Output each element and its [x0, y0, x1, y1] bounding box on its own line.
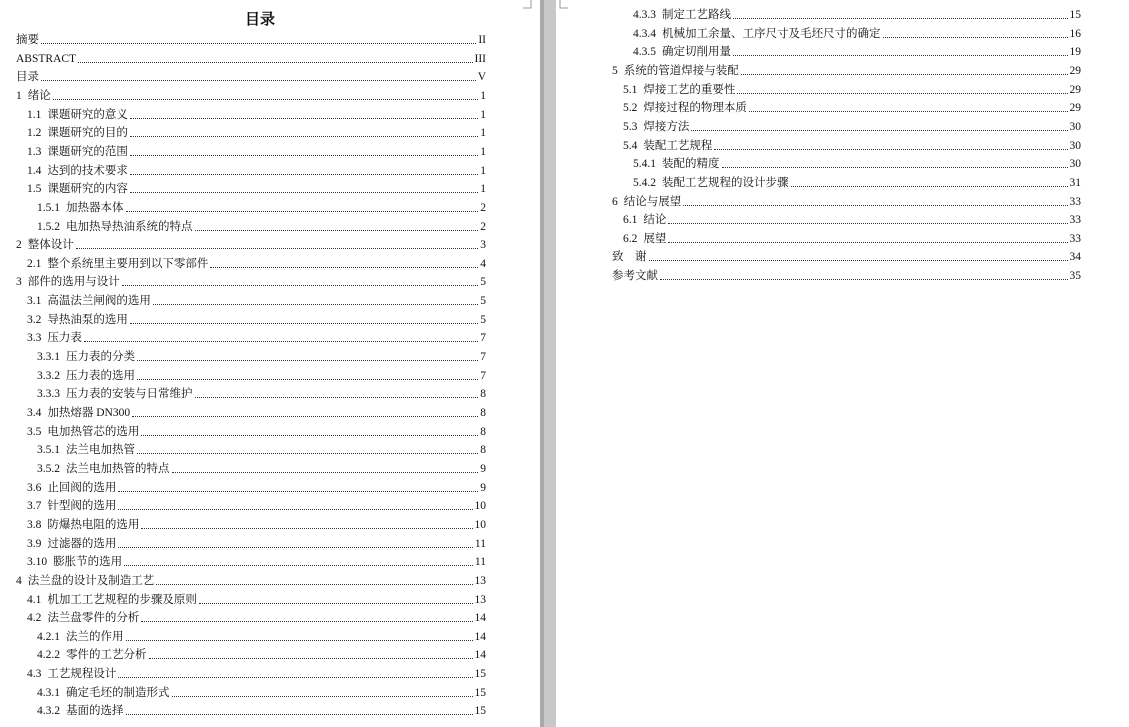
toc-entry-number: 3.5.1	[37, 444, 60, 457]
toc-entry-page-number: 10	[474, 518, 486, 531]
toc-entry-title: 加热器本体	[66, 201, 124, 214]
toc-dot-leader	[733, 18, 1068, 19]
toc-entry-number: 4.3.4	[633, 27, 656, 40]
toc-entry-title: 工艺规程设计	[47, 668, 117, 681]
toc-entry-page-number: 10	[474, 500, 486, 513]
toc-dot-leader	[130, 192, 478, 193]
toc-dot-leader	[749, 111, 1068, 112]
toc-dot-leader	[141, 621, 472, 622]
toc-entry-title: 法兰盘的设计及制造工艺	[27, 574, 155, 587]
toc-dot-leader	[130, 136, 478, 137]
toc-entry-title: 绪论	[27, 89, 51, 102]
toc-entry-number: 5	[612, 64, 618, 77]
toc-entry-title: 系统的管道焊接与装配	[623, 64, 739, 77]
toc-entry-page-number: II	[478, 34, 486, 46]
toc-entry[interactable]	[27, 330, 486, 346]
toc-entry-number: 4.2.2	[37, 649, 60, 662]
toc-entry[interactable]	[16, 51, 486, 67]
toc-title: 目录	[244, 10, 275, 28]
toc-entry-number: 5.3	[623, 120, 638, 133]
toc-entry-page-number: 11	[474, 556, 486, 569]
toc-dot-leader	[137, 379, 478, 380]
toc-entry-page-number: 14	[474, 612, 486, 625]
toc-dot-leader	[737, 93, 1067, 94]
toc-entry-title: 部件的选用与设计	[27, 276, 120, 289]
toc-entry[interactable]	[27, 592, 486, 608]
toc-entry[interactable]	[37, 200, 486, 216]
toc-entry-page-number: 33	[1069, 214, 1081, 227]
toc-entry-number: 3.5.2	[37, 462, 60, 475]
toc-entry-page-number: 9	[480, 462, 486, 475]
toc-dot-leader	[668, 223, 1067, 224]
toc-entry-page-number: 9	[480, 481, 486, 494]
toc-entry-title: 致 谢	[612, 251, 647, 264]
toc-entry[interactable]	[27, 424, 486, 440]
toc-entry-title: 导热油泵的选用	[47, 313, 128, 326]
toc-entry[interactable]	[16, 69, 486, 85]
toc-dot-leader	[791, 186, 1068, 187]
toc-entry-page-number: 30	[1069, 139, 1081, 152]
toc-entry-number: 2	[16, 239, 22, 252]
toc-entry-page-number: 1	[480, 183, 486, 196]
toc-entry-page-number: 4	[480, 257, 486, 270]
toc-entry-page-number: 2	[480, 220, 486, 233]
toc-entry[interactable]	[27, 181, 486, 197]
toc-dot-leader	[172, 696, 473, 697]
toc-entry-number: 1.5.2	[37, 220, 60, 233]
toc-entry-title: 压力表的选用	[66, 369, 135, 382]
toc-dot-leader	[149, 658, 473, 659]
document-page-left	[0, 0, 540, 727]
toc-entry-page-number: 1	[480, 164, 486, 177]
toc-entry-number: 3.6	[27, 481, 42, 494]
toc-entry[interactable]	[27, 312, 486, 328]
toc-entry-page-number: 29	[1069, 64, 1081, 77]
toc-entry-title: 目录	[16, 71, 39, 84]
toc-dot-leader	[649, 260, 1068, 261]
toc-dot-leader	[118, 491, 478, 492]
toc-entry-title: 压力表	[47, 332, 82, 345]
toc-entry-page-number: 33	[1069, 232, 1081, 245]
toc-entry-number: 4.3	[27, 668, 42, 681]
toc-dot-leader	[126, 211, 479, 212]
toc-entry-page-number: 15	[474, 668, 486, 681]
toc-entry-number: 3.4	[27, 407, 42, 419]
toc-dot-leader	[126, 714, 473, 715]
toc-entry-title: ABSTRACT	[16, 52, 77, 65]
page-gap	[540, 0, 556, 727]
toc-entry-page-number: 11	[474, 537, 486, 550]
toc-entry[interactable]	[37, 685, 486, 701]
toc-entry-title: 高温法兰闸阀的选用	[47, 295, 151, 308]
toc-entry-number: 3.3.2	[37, 369, 60, 382]
toc-entry-page-number: 7	[480, 369, 486, 382]
toc-entry-title: 展望	[643, 232, 667, 245]
toc-dot-leader	[660, 279, 1068, 280]
toc-entry-title: 焊接工艺的重要性	[643, 83, 736, 96]
toc-entry-title: 课题研究的目的	[47, 127, 128, 140]
toc-entry-number: 3	[16, 276, 22, 289]
toc-dot-leader	[883, 37, 1068, 38]
toc-dot-leader	[668, 242, 1067, 243]
toc-entry-number: 1.5.1	[37, 201, 60, 214]
toc-dot-leader	[78, 62, 472, 63]
toc-entry[interactable]	[37, 629, 486, 645]
toc-entry[interactable]	[612, 63, 1081, 79]
toc-entry-title: 过滤器的选用	[47, 537, 117, 550]
toc-entry-number: 4.1	[27, 593, 42, 606]
toc-entry[interactable]	[27, 517, 486, 533]
toc-entry[interactable]	[27, 144, 486, 160]
toc-entry[interactable]	[37, 647, 486, 663]
toc-entry-title: 确定毛坯的制造形式	[66, 686, 170, 699]
toc-entry-page-number: 15	[474, 686, 486, 699]
toc-entry-page-number: 19	[1069, 46, 1081, 59]
toc-entry-page-number: 7	[480, 332, 486, 345]
toc-dot-leader	[691, 130, 1067, 131]
toc-entry[interactable]	[623, 82, 1081, 98]
toc-entry-title: 电加热管芯的选用	[47, 425, 140, 438]
toc-entry-page-number: 30	[1069, 120, 1081, 133]
toc-entry-number: 1.3	[27, 145, 42, 158]
toc-entry-page-number: 13	[474, 593, 486, 606]
page-corner-mark	[554, 0, 568, 14]
toc-dot-leader	[84, 341, 478, 342]
toc-entry-title: 结论与展望	[623, 195, 682, 208]
toc-entry[interactable]	[612, 194, 1081, 210]
toc-dot-leader	[41, 43, 476, 44]
toc-entry[interactable]	[37, 386, 486, 402]
toc-entry-title: 焊接方法	[643, 120, 690, 133]
toc-entry-page-number: 13	[474, 574, 486, 587]
toc-dot-leader	[195, 230, 479, 231]
toc-entry-page-number: 31	[1069, 176, 1081, 189]
toc-entry-number: 5.2	[623, 102, 638, 115]
toc-entry-number: 1.5	[27, 183, 42, 196]
toc-dot-leader	[714, 149, 1067, 150]
toc-entry-title: 防爆热电阻的选用	[47, 518, 140, 531]
toc-entry-page-number: 1	[480, 145, 486, 158]
toc-entry-page-number: 8	[480, 444, 486, 457]
toc-entry-page-number: 29	[1069, 83, 1081, 96]
toc-entry-number: 5.4.2	[633, 176, 656, 189]
toc-entry-title: 止回阀的选用	[47, 481, 117, 494]
toc-entry-title: 制定工艺路线	[662, 9, 731, 21]
toc-dot-leader	[141, 435, 478, 436]
toc-entry-title: 压力表的分类	[66, 351, 135, 364]
toc-entry-number: 2.1	[27, 257, 42, 270]
toc-entry[interactable]	[16, 88, 486, 104]
toc-entry-page-number: 5	[480, 295, 486, 308]
toc-entry-number: 4	[16, 574, 22, 587]
toc-entry-title: 达到的技术要求	[47, 164, 128, 177]
toc-dot-leader	[132, 416, 478, 417]
toc-entry-page-number: 35	[1069, 270, 1081, 283]
toc-dot-leader	[137, 360, 478, 361]
toc-dot-leader	[124, 565, 473, 566]
toc-entry-title: 加热熔器 DN300	[47, 407, 131, 419]
toc-entry[interactable]	[37, 703, 486, 719]
toc-entry-title: 装配工艺规程	[643, 139, 713, 152]
toc-entry-number: 5.4	[623, 139, 638, 152]
toc-entry-number: 4.2	[27, 612, 42, 625]
toc-dot-leader	[130, 118, 478, 119]
toc-entry-title: 焊接过程的物理本质	[643, 102, 747, 115]
toc-entry-number: 6	[612, 195, 618, 208]
toc-dot-leader	[172, 472, 479, 473]
toc-dot-leader	[122, 285, 479, 286]
toc-entry[interactable]	[27, 125, 486, 141]
toc-dot-leader	[683, 205, 1067, 206]
toc-entry-title: 结论	[643, 214, 667, 227]
toc-entry-number: 6.1	[623, 214, 638, 227]
toc-entry[interactable]	[27, 554, 486, 570]
toc-dot-leader	[141, 528, 472, 529]
toc-dot-leader	[76, 248, 479, 249]
toc-entry-title: 法兰盘零件的分析	[47, 612, 140, 625]
toc-entry[interactable]	[633, 26, 1081, 42]
toc-entry-page-number: 1	[480, 89, 486, 102]
toc-dot-leader	[741, 74, 1068, 75]
toc-entry-page-number: V	[477, 71, 486, 84]
toc-entry-number: 4.3.2	[37, 705, 60, 718]
document-page-right	[556, 0, 1129, 727]
toc-entry-number: 3.5	[27, 425, 42, 438]
toc-entry-title: 整体设计	[27, 239, 74, 252]
toc-entry-number: 1	[16, 89, 22, 102]
toc-entry-number: 1.4	[27, 164, 42, 177]
toc-entry[interactable]	[633, 156, 1081, 172]
toc-entry-number: 3.3.3	[37, 388, 60, 401]
toc-dot-leader	[722, 167, 1068, 168]
toc-entry[interactable]	[16, 274, 486, 290]
toc-dot-leader	[199, 603, 473, 604]
toc-entry-page-number: 3	[480, 239, 486, 252]
toc-entry[interactable]	[27, 536, 486, 552]
toc-dot-leader	[733, 55, 1068, 56]
toc-entry-number: 4.2.1	[37, 630, 60, 643]
toc-entry-title: 膨胀节的选用	[53, 556, 123, 569]
toc-entry[interactable]	[16, 237, 486, 253]
toc-entry-page-number: III	[474, 52, 486, 65]
toc-entry[interactable]	[27, 405, 486, 421]
toc-entry-number: 1.1	[27, 108, 42, 121]
toc-entry-title: 装配工艺规程的设计步骤	[662, 176, 789, 189]
toc-entry-title: 压力表的安装与日常维护	[66, 388, 193, 401]
toc-entry[interactable]	[27, 666, 486, 682]
toc-entry-page-number: 15	[474, 705, 486, 718]
toc-entry-title: 整个系统里主要用到以下零部件	[47, 257, 209, 270]
toc-entry[interactable]	[37, 368, 486, 384]
toc-dot-leader	[53, 99, 479, 100]
toc-dot-leader	[153, 304, 478, 305]
toc-entry-number: 3.2	[27, 313, 42, 326]
toc-entry-title: 装配的精度	[662, 158, 720, 171]
toc-entry-number: 1.2	[27, 127, 42, 140]
toc-entry[interactable]	[27, 293, 486, 309]
toc-entry[interactable]	[623, 138, 1081, 154]
toc-entry-title: 参考文献	[612, 270, 658, 283]
toc-entry-page-number: 33	[1069, 195, 1081, 208]
toc-entry-title: 摘要	[16, 34, 39, 46]
toc-entry-page-number: 16	[1069, 27, 1081, 40]
toc-entry[interactable]	[27, 163, 486, 179]
toc-entry[interactable]	[27, 480, 486, 496]
toc-entry-title: 确定切削用量	[662, 46, 731, 59]
toc-entry-page-number: 8	[480, 407, 486, 419]
toc-entry-page-number: 14	[474, 649, 486, 662]
toc-entry[interactable]	[623, 231, 1081, 247]
toc-entry[interactable]	[27, 107, 486, 123]
toc-entry[interactable]	[633, 44, 1081, 60]
toc-entry-title: 机械加工余量、工序尺寸及毛坯尺寸的确定	[662, 27, 881, 40]
toc-entry-number: 4.3.5	[633, 46, 656, 59]
toc-entry-number: 3.3	[27, 332, 42, 345]
toc-dot-leader	[156, 584, 472, 585]
toc-dot-leader	[130, 155, 478, 156]
toc-dot-leader	[137, 453, 478, 454]
toc-dot-leader	[118, 677, 472, 678]
toc-entry-title: 法兰电加热管的特点	[66, 462, 170, 475]
toc-dot-leader	[118, 547, 473, 548]
toc-entry[interactable]	[27, 256, 486, 272]
toc-entry-number: 3.3.1	[37, 351, 60, 364]
toc-entry[interactable]	[37, 461, 486, 477]
toc-entry[interactable]	[37, 219, 486, 235]
toc-entry-title: 课题研究的意义	[47, 108, 128, 121]
toc-entry-title: 零件的工艺分析	[66, 649, 147, 662]
toc-entry-page-number: 8	[480, 425, 486, 438]
toc-entry-title: 课题研究的范围	[47, 145, 128, 158]
toc-entry-number: 5.1	[623, 83, 638, 96]
toc-entry-number: 3.1	[27, 295, 42, 308]
toc-dot-leader	[195, 397, 479, 398]
toc-entry-page-number: 29	[1069, 102, 1081, 115]
toc-dot-leader	[41, 80, 476, 81]
toc-entry[interactable]	[27, 610, 486, 626]
toc-entry[interactable]	[612, 249, 1081, 265]
toc-entry[interactable]	[623, 119, 1081, 135]
toc-entry[interactable]	[27, 498, 486, 514]
page-corner-mark	[523, 0, 537, 14]
toc-entry[interactable]	[16, 32, 486, 48]
toc-entry[interactable]	[16, 573, 486, 589]
toc-entry-number: 3.7	[27, 500, 42, 513]
toc-dot-leader	[130, 174, 478, 175]
toc-entry-page-number: 2	[480, 201, 486, 214]
toc-entry-page-number: 1	[480, 108, 486, 121]
toc-entry-number: 3.10	[27, 556, 48, 569]
toc-entry[interactable]	[37, 442, 486, 458]
toc-entry-page-number: 15	[1069, 9, 1081, 21]
toc-entry[interactable]	[612, 268, 1081, 284]
toc-entry-number: 4.3.1	[37, 686, 60, 699]
toc-entry-page-number: 5	[480, 313, 486, 326]
toc-entry-title: 针型阀的选用	[47, 500, 117, 513]
toc-entry[interactable]	[623, 100, 1081, 116]
toc-entry[interactable]	[633, 175, 1081, 191]
toc-entry-number: 4.3.3	[633, 9, 656, 21]
toc-entry-title: 机加工工艺规程的步骤及原则	[47, 593, 197, 606]
toc-entry[interactable]	[633, 7, 1081, 23]
toc-entry-page-number: 8	[480, 388, 486, 401]
toc-dot-leader	[130, 323, 478, 324]
toc-entry-number: 5.4.1	[633, 158, 656, 171]
toc-entry-page-number: 7	[480, 351, 486, 364]
toc-dot-leader	[210, 267, 478, 268]
toc-entry-title: 法兰电加热管	[66, 444, 135, 457]
toc-dot-leader	[118, 509, 472, 510]
toc-entry-number: 3.8	[27, 518, 42, 531]
toc-entry-title: 电加热导热油系统的特点	[66, 220, 193, 233]
toc-entry-page-number: 14	[474, 630, 486, 643]
toc-entry-page-number: 1	[480, 127, 486, 140]
toc-entry-number: 6.2	[623, 232, 638, 245]
toc-entry-title: 课题研究的内容	[47, 183, 128, 196]
toc-entry[interactable]	[623, 212, 1081, 228]
toc-entry-number: 3.9	[27, 537, 42, 550]
toc-entry-page-number: 30	[1069, 158, 1081, 171]
toc-entry-title: 基面的选择	[66, 705, 124, 718]
toc-entry-title: 法兰的作用	[66, 630, 124, 643]
toc-entry-page-number: 34	[1069, 251, 1081, 264]
toc-entry-page-number: 5	[480, 276, 486, 289]
toc-dot-leader	[126, 640, 473, 641]
toc-entry[interactable]	[37, 349, 486, 365]
